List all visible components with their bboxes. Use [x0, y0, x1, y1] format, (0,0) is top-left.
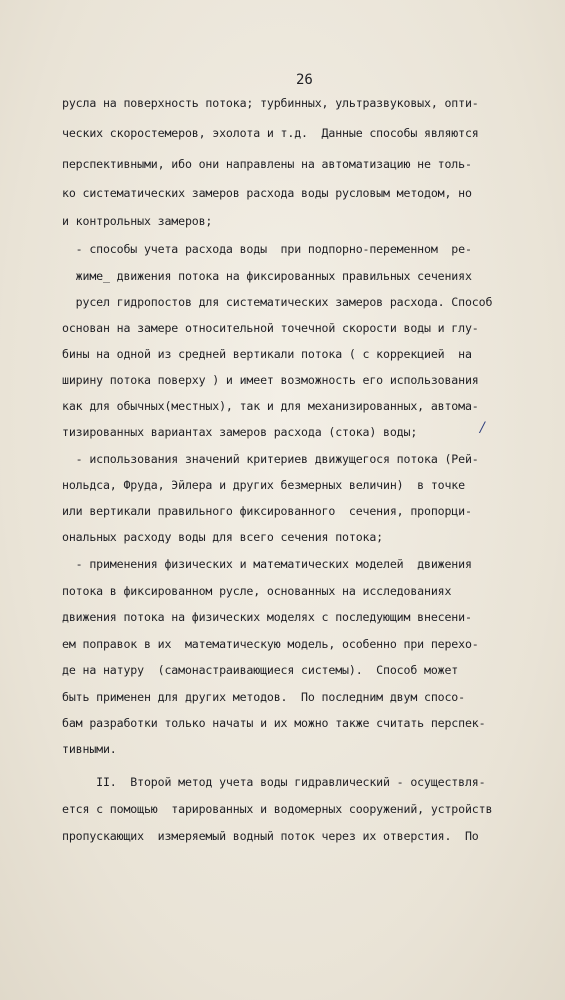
- text-line: и контрольных замеров;: [62, 214, 213, 228]
- text-line: ческих скоростемеров, эхолота и т.д. Данные способы являются: [62, 126, 479, 140]
- text-line: - использования значений критериев движущегося потока (Рей-: [62, 452, 479, 466]
- page-number: 26: [296, 72, 313, 88]
- text-line: бам разработки только начаты и их можно также считать перспек-: [62, 716, 486, 730]
- text-line: тивными.: [62, 742, 117, 756]
- margin-mark: /: [480, 420, 485, 436]
- text-line: движения потока на физических моделях с последующим внесени-: [62, 610, 472, 624]
- text-line: или вертикали правильного фиксированного сечения, пропорци-: [62, 504, 472, 518]
- text-line: бины на одной из средней вертикали потока ( с коррекцией на: [62, 347, 472, 361]
- text-line: II. Второй метод учета воды гидравлический - осуществля-: [62, 775, 486, 789]
- text-line: ем поправок в их математическую модель, особенно при перехо-: [62, 637, 479, 651]
- text-line: нольдса, Фруда, Эйлера и других безмерных величин) в точке: [62, 478, 465, 492]
- text-line: быть применен для других методов. По последним двум спосо-: [62, 690, 465, 704]
- text-line: - способы учета расхода воды при подпорно-переменном ре-: [62, 242, 472, 256]
- text-line: русла на поверхность потока; турбинных, ультразвуковых, опти-: [62, 96, 479, 110]
- text-line: ется с помощью тарированных и водомерных сооружений, устройств: [62, 802, 493, 816]
- text-line: потока в фиксированном русле, основанных на исследованиях: [62, 584, 452, 598]
- text-line: перспективными, ибо они направлены на автоматизацию не толь-: [62, 157, 472, 171]
- text-line: ко систематических замеров расхода воды русловым методом, но: [62, 186, 472, 200]
- text-line: жиме_ движения потока на фиксированных правильных сечениях: [62, 269, 472, 283]
- text-line: как для обычных(местных), так и для механизированных, автома-: [62, 399, 479, 413]
- text-line: тизированных вариантах замеров расхода (стока) воды;: [62, 425, 418, 439]
- text-line: де на натуру (самонастраивающиеся системы). Способ может: [62, 663, 459, 677]
- text-line: - применения физических и математических моделей движения: [62, 557, 472, 571]
- text-line: ширину потока поверху ) и имеет возможность его использования: [62, 373, 479, 387]
- text-line: пропускающих измеряемый водный поток через их отверстия. По: [62, 829, 479, 843]
- text-line: основан на замере относительной точечной скорости воды и глу-: [62, 321, 479, 335]
- text-line: ональных расходу воды для всего сечения потока;: [62, 530, 384, 544]
- text-line: русел гидропостов для систематических замеров расхода. Способ: [62, 295, 493, 309]
